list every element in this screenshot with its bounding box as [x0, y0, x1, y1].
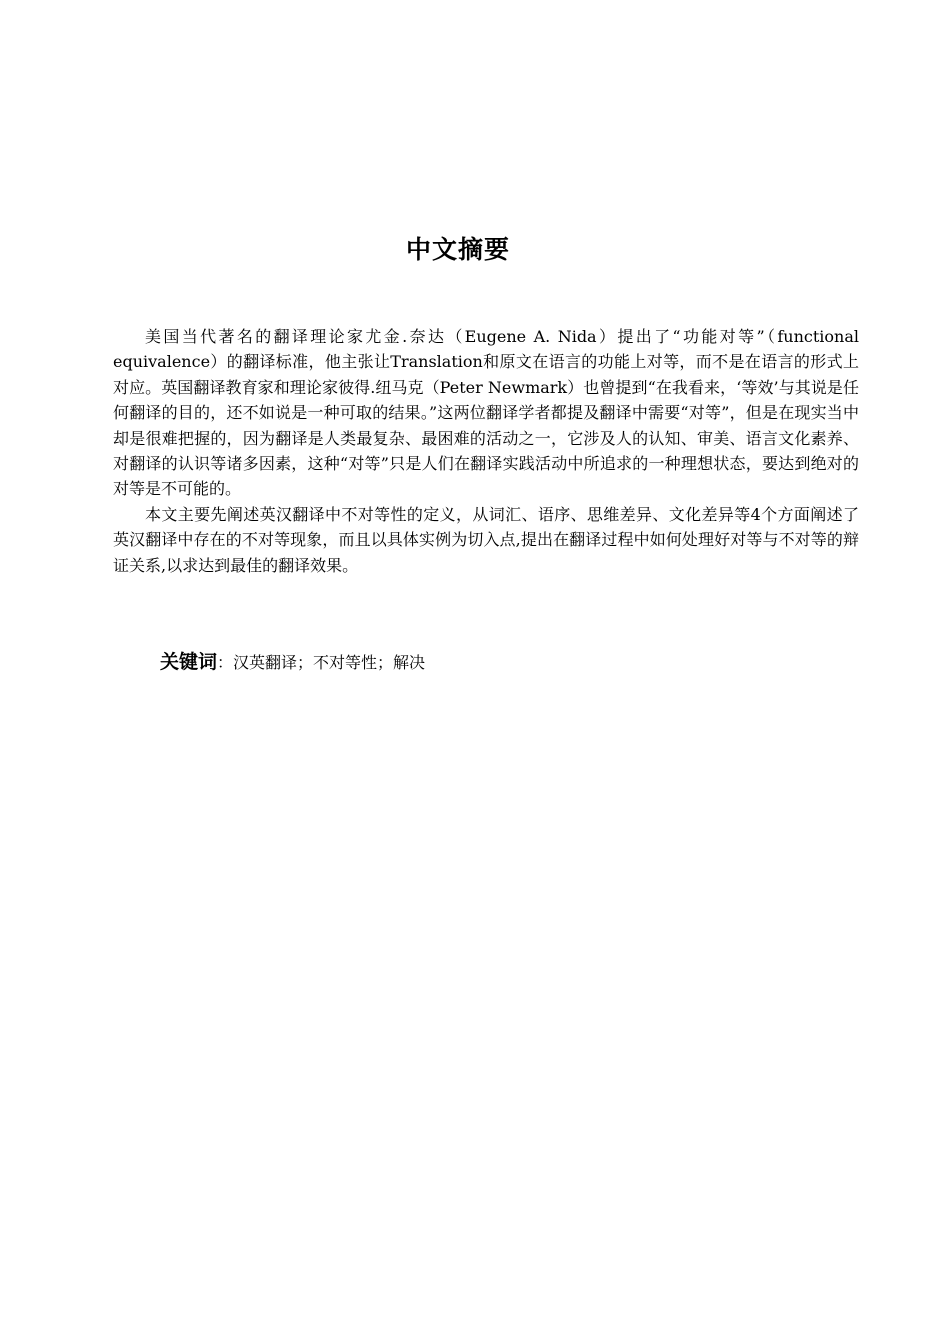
keywords-line: [160, 648, 860, 678]
keywords-label: 关键词: [160, 651, 218, 673]
abstract-paragraph-2: 本文主要先阐述英汉翻译中不对等性的定义，从词汇、语序、思维差异、文化差异等4个方面阐述了英汉翻译中存在的不对等现象，而且以具体实例为切入点,提出在翻译过程中如何处理好对等与不对等的辩证关系,以求达到最佳的翻译效果。: [113, 504, 859, 575]
keywords-value: ：汉英翻译；不对等性；解决: [217, 653, 426, 672]
abstract-body: [113, 324, 859, 578]
abstract-title: 中文摘要: [405, 235, 510, 264]
abstract-paragraph-1: 美国当代著名的翻译理论家尤金.奈达（Eugene A. Nida）提出了“功能对等”（functional equivalence）的翻译标准，他主张让Translation和原文在语言的功能上对等，而不是在语言的形式上对应。英国翻译教育家和理论家彼得.纽马克（Peter Newmark）也曾提到“在我看来，‘等效’与其说是任何翻译的目的，还不如说是一种可取的结果。”这两位翻译学者都提及翻译中需要“对等”，但是在现实当中却是很难把握的，因为翻译是人类最复杂、最困难的活动之一，它涉及人的认知、审美、语言文化素养、对翻译的认识等诸多因素，这种“对等”只是人们在翻译实践活动中所追求的一种理想状态，要达到绝对的对等是不可能的。: [113, 327, 859, 499]
